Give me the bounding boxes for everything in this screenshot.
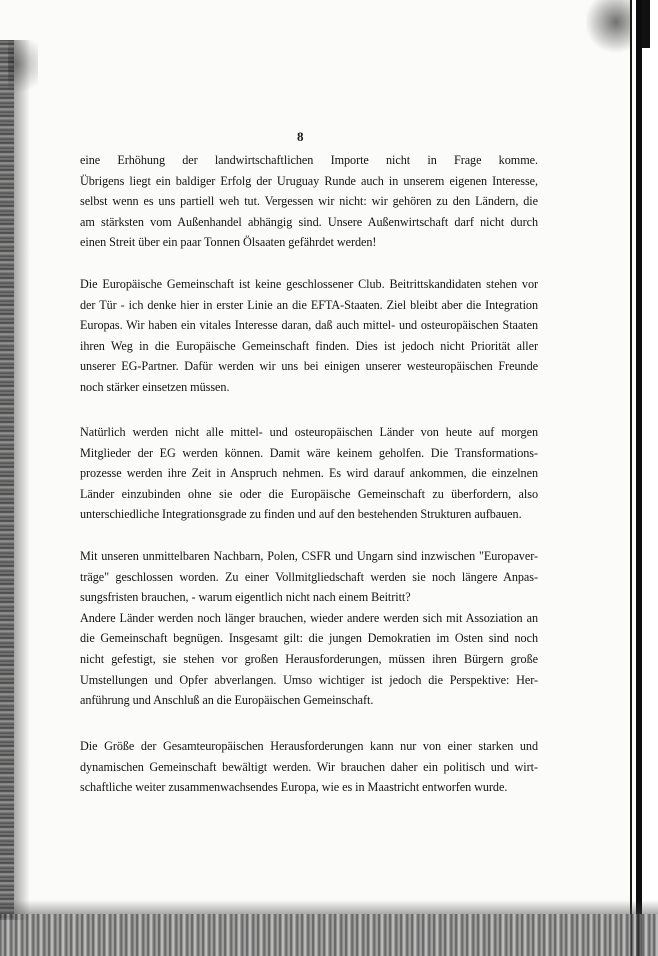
text-line: unterschiedliche Integrationsgrade zu finden und auf den bestehenden Strukturen aufbauen. [80,507,522,522]
text-line: Die Größe der Gesamteuropäischen Herausforderungen kann nur von einer starken und [80,739,538,753]
text-line: anführung und Anschluß an die Europäischen Gemeinschaft. [80,693,374,708]
text-line: Umstellungen und Opfer abverlangen. Umso wichtiger ist jedoch die Perspektive: Her- [80,672,538,687]
text-line: prozesse werden ihre Zeit in Anspruch nehmen. Es wird darauf ankommen, die einzelnen [80,466,538,481]
scan-edge-bottom [0,914,658,956]
text-line: dynamischen Gemeinschaft bewältigt werden. Wir brauchen daher ein politisch und wirt- [80,759,538,774]
text-line: eine Erhöhung der landwirtschaftlichen Importe nicht in Frage komme. [80,153,538,167]
text-line: träge" geschlossen worden. Zu einer Vollmitgliedschaft werden sie noch längere Anpas- [80,569,538,584]
text-line: noch stärker einsetzen müssen. [80,379,230,394]
scan-smudge-top-right [586,0,636,55]
text-line: schaftliche weiter zusammenwachsendes Europa, wie es in Maastricht entworfen wurde. [80,780,508,795]
text-line: die Gemeinschaft begnügen. Insgesamt gilt: die jungen Demokratien im Osten sind noch [80,631,538,646]
text-line: Mit unseren unmittelbaren Nachbarn, Polen, CSFR und Ungarn sind inzwischen "Europaver- [80,549,538,563]
scan-smudge-top-left [8,40,38,100]
text-line: Europas. Wir haben ein vitales Interesse daran, daß auch mittel- und osteuropäischen Staaten [80,318,538,333]
text-line: ihren Weg in die Europäische Gemeinschaft finden. Dies ist jedoch nicht Priorität aller [80,338,538,353]
paragraph-3 [80,422,538,525]
scan-strip-right [636,0,658,956]
scan-shadow-left [14,40,30,920]
text-line: Länder einzubinden ohne sie oder die Europäische Gemeinschaft zu überfordern, also [80,486,538,501]
page-number: 8 [297,129,304,144]
scan-mark-right [642,0,650,48]
scan-edge-left [0,40,14,920]
text-line: selbst wenn es uns partiell weh tut. Vergessen wir nicht: wir gehören zu den Ländern, die [80,194,538,209]
text-line: Die Europäische Gemeinschaft ist keine geschlossener Club. Beitrittskandidaten stehen vor [80,277,538,291]
text-line: unserer EG-Partner. Dafür werden wir uns bei einigen unserer westeuropäischen Freunde [80,359,538,374]
text-line: am stärksten vom Außenhandel abhängig sind. Unsere Außenwirtschaft darf nicht durch [80,214,538,229]
text-line: Andere Länder werden noch länger brauchen, wieder andere werden sich mit Assoziation an [80,610,538,625]
paragraph-5 [80,736,538,798]
paragraph-4 [80,546,538,711]
text-line: nicht gefestigt, sie stehen vor großen Herausforderungen, müssen ihren Bürgern große [80,651,538,666]
scan-shadow-bottom [0,900,658,914]
text-line: Übrigens liegt ein baldiger Erfolg der Uruguay Runde auch in unserem eigenen Interesse, [80,173,538,188]
text-line: sungsfristen brauchen, - warum eigentlich nicht nach einem Beitritt? [80,590,411,605]
paragraph-2 [80,274,538,398]
paragraph-1 [80,150,538,253]
text-line: Natürlich werden nicht alle mittel- und osteuropäischen Länder von heute auf morgen [80,425,538,439]
text-line: der Tür - ich denke hier in erster Linie an die EFTA-Staaten. Ziel bleibt aber die Integration [80,297,538,312]
text-line: Mitglieder der EG werden können. Damit wäre keinem geholfen. Die Transformations- [80,445,538,460]
text-line: einen Streit über ein paar Tonnen Ölsaaten gefährdet werden! [80,235,377,250]
